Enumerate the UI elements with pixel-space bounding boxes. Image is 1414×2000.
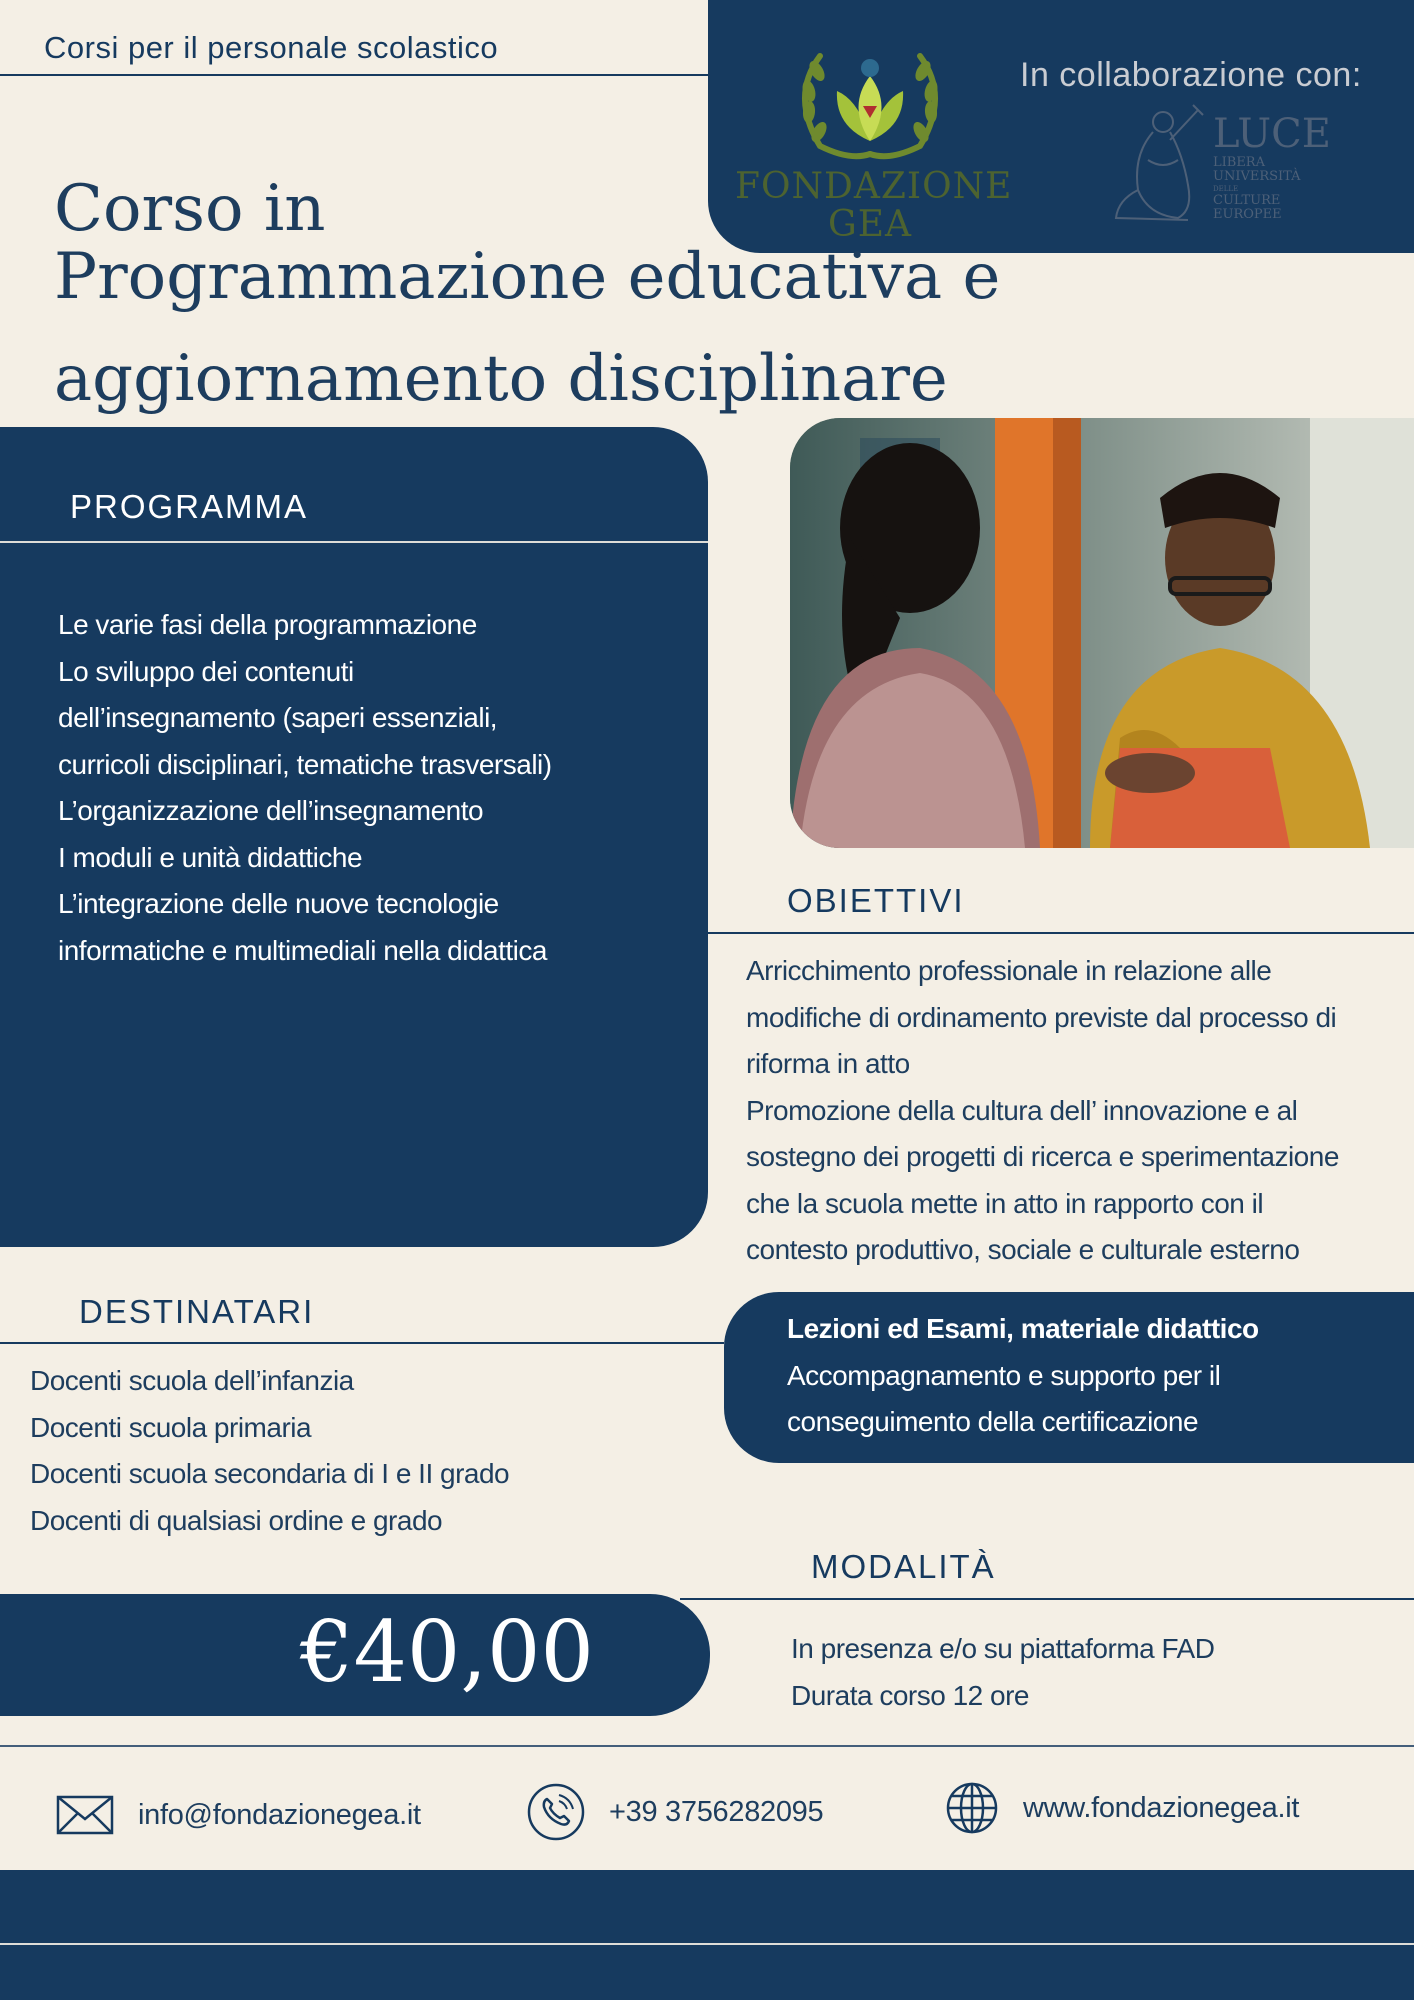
- obiettivi-line: Promozione della cultura dell’ innovazione e al: [746, 1094, 1298, 1126]
- programma-line: L’organizzazione dell’insegnamento: [58, 795, 484, 826]
- contacts-top-rule: [0, 1745, 1414, 1747]
- phone-icon: [527, 1783, 585, 1841]
- obiettivi-line: sostegno dei progetti di ricerca e sperimentazione: [746, 1141, 1339, 1172]
- phone-text[interactable]: +39 3756282095: [609, 1795, 824, 1828]
- gea-emblem-icon: [735, 36, 1005, 166]
- programma-line: curricoli disciplinari, tematiche trasversali): [58, 748, 552, 780]
- programma-line: dell’insegnamento (saperi essenziali,: [58, 702, 498, 733]
- gea-logo-line1: FONDAZIONE: [735, 166, 1013, 207]
- obiettivi-line: Arricchimento professionale in relazione alle: [746, 955, 1272, 986]
- destinatari-line: Docenti di qualsiasi ordine e grado: [30, 1504, 443, 1536]
- envelope-icon: [56, 1795, 114, 1835]
- programma-line: L’integrazione delle nuove tecnologie: [58, 888, 499, 919]
- teachers-photo: [790, 418, 1414, 848]
- programma-list: [58, 602, 698, 974]
- destinatari-line: Docenti scuola dell’infanzia: [30, 1365, 354, 1396]
- luce-logo-line1: LIBERA: [1213, 155, 1265, 170]
- services-line: conseguimento della certificazione: [787, 1406, 1199, 1437]
- footer-rule: [0, 1943, 1414, 1945]
- programma-heading: PROGRAMMA: [70, 488, 309, 525]
- header-kicker: Corsi per il personale scolastico: [44, 30, 499, 65]
- price-value: €40,00: [300, 1603, 594, 1701]
- obiettivi-rule: [708, 932, 1414, 934]
- programma-line: I moduli e unità didattiche: [58, 841, 363, 873]
- luce-logo-name: LUCE: [1213, 111, 1331, 157]
- destinatari-line: Docenti scuola primaria: [30, 1411, 312, 1443]
- globe-icon: [945, 1781, 999, 1835]
- phone-contact[interactable]: [527, 1782, 823, 1842]
- course-title: [54, 172, 1000, 416]
- destinatari-list: [30, 1358, 710, 1544]
- gea-logo-line2: GEA: [827, 204, 913, 245]
- obiettivi-line: contesto produttivo, sociale e culturale esterno: [746, 1234, 1300, 1265]
- destinatari-line: Docenti scuola secondaria di I e II grado: [30, 1458, 510, 1489]
- services-bold-line: Lezioni ed Esami, materiale didattico: [787, 1313, 1259, 1344]
- obiettivi-line: modifiche di ordinamento previste dal processo di: [746, 1001, 1337, 1033]
- destinatari-rule: [0, 1342, 724, 1344]
- obiettivi-line: riforma in atto: [746, 1048, 910, 1079]
- modalita-heading: MODALITÀ: [811, 1548, 996, 1585]
- destinatari-heading: DESTINATARI: [79, 1293, 315, 1330]
- email-text[interactable]: info@fondazionegea.it: [138, 1798, 421, 1831]
- luce-logo-line3: DELLE: [1213, 185, 1239, 193]
- services-line: Accompagnamento e supporto per il: [787, 1359, 1221, 1391]
- services-list: [787, 1306, 1407, 1446]
- luce-figure-icon: [1108, 100, 1208, 225]
- programma-line: informatiche e multimediali nella didattica: [58, 934, 547, 966]
- obiettivi-line: che la scuola mette in atto in rapporto con il: [746, 1187, 1264, 1219]
- programma-line: Le varie fasi della programmazione: [58, 609, 477, 640]
- obiettivi-heading: OBIETTIVI: [787, 882, 965, 919]
- obiettivi-list: [746, 948, 1410, 1274]
- email-contact[interactable]: [56, 1790, 421, 1840]
- modalita-list: [791, 1626, 1391, 1719]
- collaboration-label: In collaborazione con:: [1020, 56, 1362, 94]
- luce-logo-line4: CULTURE: [1213, 193, 1281, 208]
- luce-logo-line5: EUROPEE: [1213, 207, 1282, 222]
- course-title-line2: Programmazione educativa e: [54, 240, 1001, 314]
- modalita-line: In presenza e/o su piattaforma FAD: [791, 1633, 1215, 1664]
- website-contact[interactable]: [945, 1778, 1299, 1838]
- luce-logo-line2: UNIVERSITÀ: [1213, 169, 1301, 184]
- modalita-rule: [680, 1598, 1414, 1600]
- programma-line: Lo sviluppo dei contenuti: [58, 655, 354, 687]
- luce-logo: [1108, 100, 1331, 230]
- website-text[interactable]: www.fondazionegea.it: [1023, 1791, 1300, 1824]
- header-kicker-rule: [0, 74, 708, 76]
- programma-rule: [0, 541, 708, 543]
- course-title-line1: Corso in: [54, 172, 326, 246]
- footer-band: [0, 1870, 1414, 2000]
- modalita-line: Durata corso 12 ore: [791, 1679, 1029, 1711]
- course-title-line3: aggiornamento disciplinare: [54, 342, 948, 416]
